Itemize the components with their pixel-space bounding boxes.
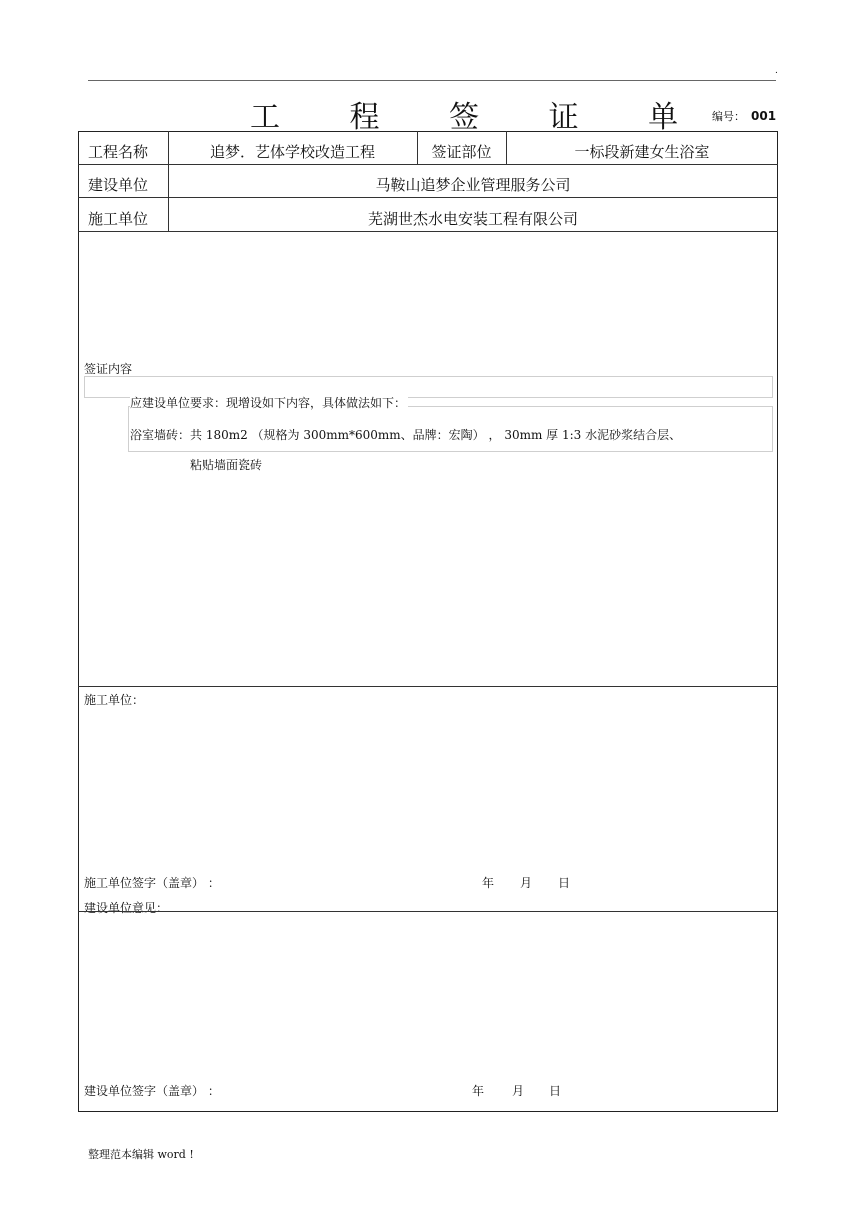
serial-label: 编号： xyxy=(712,110,745,123)
contractor-year: 年 xyxy=(482,876,495,890)
project-name-label: 工程名称 xyxy=(88,143,149,161)
owner-signature-label: 建设单位签字（盖章） ： xyxy=(84,1084,220,1098)
form-frame xyxy=(78,131,778,1112)
owner-value: 马鞍山追梦企业管理服务公司 xyxy=(375,176,571,194)
contractor-day: 日 xyxy=(558,876,571,890)
visa-part-value: 一标段新建女生浴室 xyxy=(574,143,710,161)
owner-year: 年 xyxy=(472,1084,485,1098)
contractor-label: 施工单位 xyxy=(88,210,149,228)
section-divider xyxy=(78,686,778,687)
top-rule xyxy=(88,80,776,81)
content-line-2: 浴室墙砖：共 180m2 （规格为 300mm*600mm、品牌：宏陶） ， 30mm 厚 1:3 水泥砂浆结合层、 xyxy=(130,428,682,442)
owner-month: 月 xyxy=(512,1084,525,1098)
footer-text: 整理范本编辑 word ! xyxy=(88,1148,194,1161)
row-divider xyxy=(78,197,778,198)
contractor-section-label: 施工单位： xyxy=(84,693,145,707)
contractor-value: 芜湖世杰水电安装工程有限公司 xyxy=(367,210,578,228)
row-divider xyxy=(78,231,778,232)
contractor-signature-label: 施工单位签字（盖章） ： xyxy=(84,876,220,890)
content-label: 签证内容 xyxy=(84,362,133,376)
document-title: 工 程 签 证 单 xyxy=(250,100,709,135)
content-line-3: 粘贴墙面瓷砖 xyxy=(190,458,263,472)
owner-day: 日 xyxy=(549,1084,562,1098)
corner-mark: . xyxy=(775,66,778,76)
section-divider xyxy=(78,911,778,912)
contractor-month: 月 xyxy=(520,876,533,890)
serial-number xyxy=(712,108,776,124)
visa-part-label: 签证部位 xyxy=(431,143,492,161)
owner-opinion-label: 建设单位意见： xyxy=(84,901,169,915)
project-name-value: 追梦．艺体学校改造工程 xyxy=(209,143,375,161)
serial-value: 001 xyxy=(751,109,777,123)
row-divider xyxy=(78,164,778,165)
content-line-1: 应建设单位要求：现增设如下内容，具体做法如下： xyxy=(130,396,407,410)
owner-label: 建设单位 xyxy=(88,176,149,194)
